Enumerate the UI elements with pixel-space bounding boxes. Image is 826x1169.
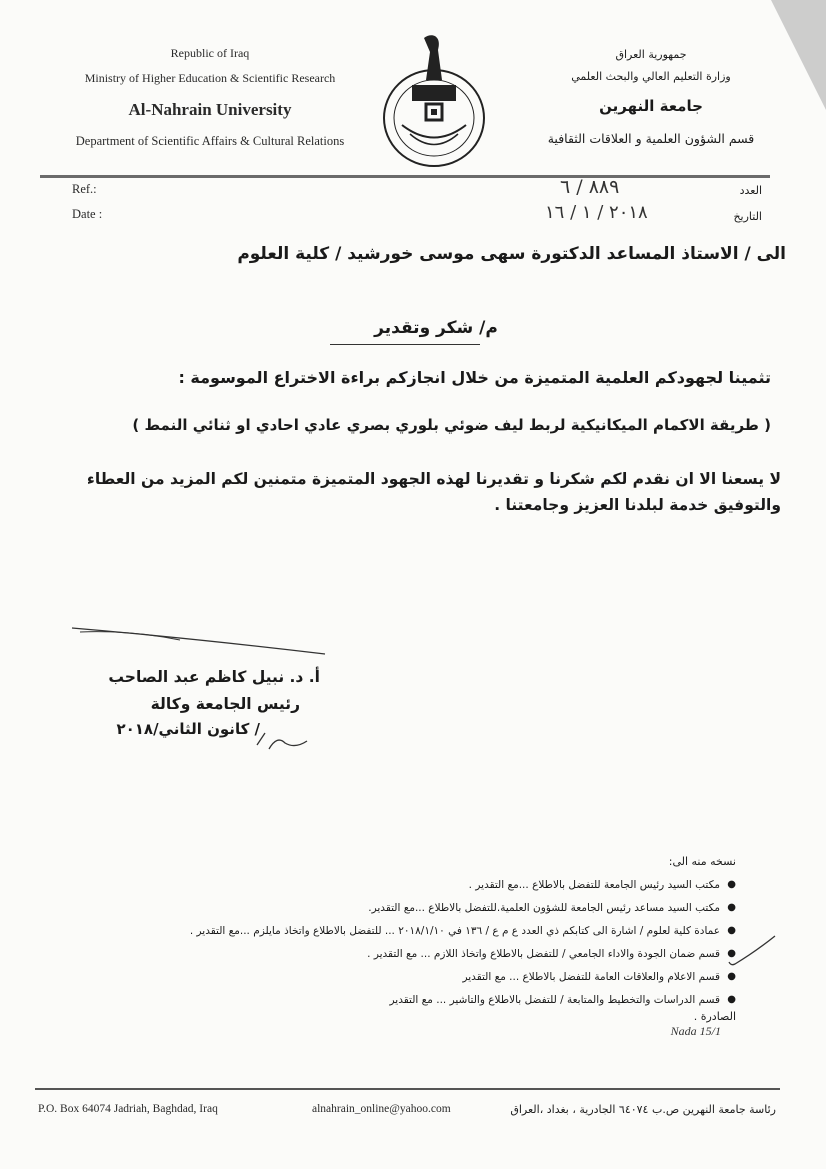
recipient-line: الى / الاستاذ المساعد الدكتورة سهى موسى خورشيد / كلية العلوم: [237, 244, 786, 264]
handwritten-number: ٨٨٩ / ٦: [560, 176, 620, 198]
header-en-department: Department of Scientific Affairs & Cultural Relations: [75, 134, 345, 148]
copies-final: الصادرة .: [693, 1010, 736, 1023]
footer-divider: [35, 1088, 780, 1090]
letter-subject: م/ شكر وتقدير: [374, 318, 498, 338]
copies-list-item: ● قسم الاعلام والعلاقات العامة للتفضل بالاطلاع ... مع التقدير: [86, 968, 736, 991]
copies-list-item: ● قسم الدراسات والتخطيط والمتابعة / للتفضل بالاطلاع والتاشير ... مع التقدير: [86, 991, 736, 1014]
typist-initials: Nada 15/1: [670, 1024, 721, 1038]
ar-number-label: العدد: [739, 184, 762, 197]
header-en-ministry: Ministry of Higher Education & Scientific Research: [84, 71, 336, 85]
copies-list-item: ● مكتب السيد مساعد رئيس الجامعة للشؤون العلمية.للتفضل بالاطلاع ...مع التقدير.: [86, 899, 736, 922]
handwritten-date: ٢٠١٨ / ١ / ١٦: [545, 202, 648, 223]
header-en-university: Al-Nahrain University: [128, 100, 292, 119]
header-ar-republic: جمهورية العراق: [615, 48, 687, 61]
signatory-title: رئيس الجامعة وكالة: [150, 695, 300, 713]
signatory-name: أ. د. نبيل كاظم عبد الصاحب: [108, 668, 320, 686]
bullet-icon: ●: [727, 994, 736, 1005]
signature-date: / كانون الثاني/٢٠١٨: [116, 720, 260, 738]
copies-list: [86, 876, 736, 1014]
signature-scribble: [70, 620, 330, 660]
header-en-republic: Republic of Iraq: [170, 46, 250, 60]
header-ar-ministry: وزارة التعليم العالي والبحث العلمي: [571, 70, 731, 83]
letter-paragraph-3: لا يسعنا الا ان نقدم لكم شكرنا و تقديرنا لهذه الجهود المتميزة متمنين لكم المزيد من العطاء والتوفيق خدمة لبلدنا العزيز وجامعتنا .: [86, 470, 781, 514]
ar-date-label: التاريخ: [733, 210, 762, 223]
university-logo: [372, 30, 497, 170]
bullet-icon: ●: [727, 902, 736, 913]
letter-paragraph-1: تثمينا لجهودكم العلمية المتميزة من خلال انجازكم براءة الاختراع الموسومة :: [178, 368, 771, 387]
header-ar-department: قسم الشؤون العلمية و العلاقات الثقافية: [547, 131, 755, 146]
subject-underline: [330, 344, 480, 345]
copies-label: نسخه منه الى:: [668, 855, 736, 868]
footer-email: alnahrain_online@yahoo.com: [312, 1103, 451, 1115]
header-ar-university: جامعة النهرين: [599, 97, 703, 115]
bullet-icon: ●: [727, 879, 736, 890]
footer-address-ar: رئاسة جامعة النهرين ص.ب ٦٤٠٧٤ الجادرية ، بغداد ،العراق: [510, 1103, 776, 1116]
check-mark-scribble: [725, 932, 785, 972]
ref-label: Ref.:: [72, 182, 97, 196]
bullet-icon: ●: [727, 971, 736, 982]
copies-list-item: ● قسم ضمان الجودة والاداء الجامعي / للتفضل بالاطلاع واتخاذ اللازم ... مع التقدير .: [86, 945, 736, 968]
bullet-icon: ●: [727, 925, 736, 936]
header-divider: [40, 175, 770, 178]
copies-list-item: ● مكتب السيد رئيس الجامعة للتفضل بالاطلاع ...مع التقدير .: [86, 876, 736, 899]
date-label: Date :: [72, 207, 103, 221]
letter-paragraph-2: ( طريقة الاكمام الميكانيكية لربط ليف ضوئي بلوري بصري عادي احادي او ثنائي النمط ): [132, 416, 771, 434]
copies-list-item: ● عمادة كلية لعلوم / اشارة الى كتابكم ذي العدد ع م ع / ١٣٦ في ٢٠١٨/١/١٠ ... للتفضل بالاطلاع واتخاذ مايلزم ...مع التقدير .: [86, 922, 736, 945]
handwritten-day-mark: [255, 725, 315, 755]
bullet-icon: ●: [727, 948, 736, 959]
footer-address-en: P.O. Box 64074 Jadriah, Baghdad, Iraq: [38, 1103, 218, 1115]
